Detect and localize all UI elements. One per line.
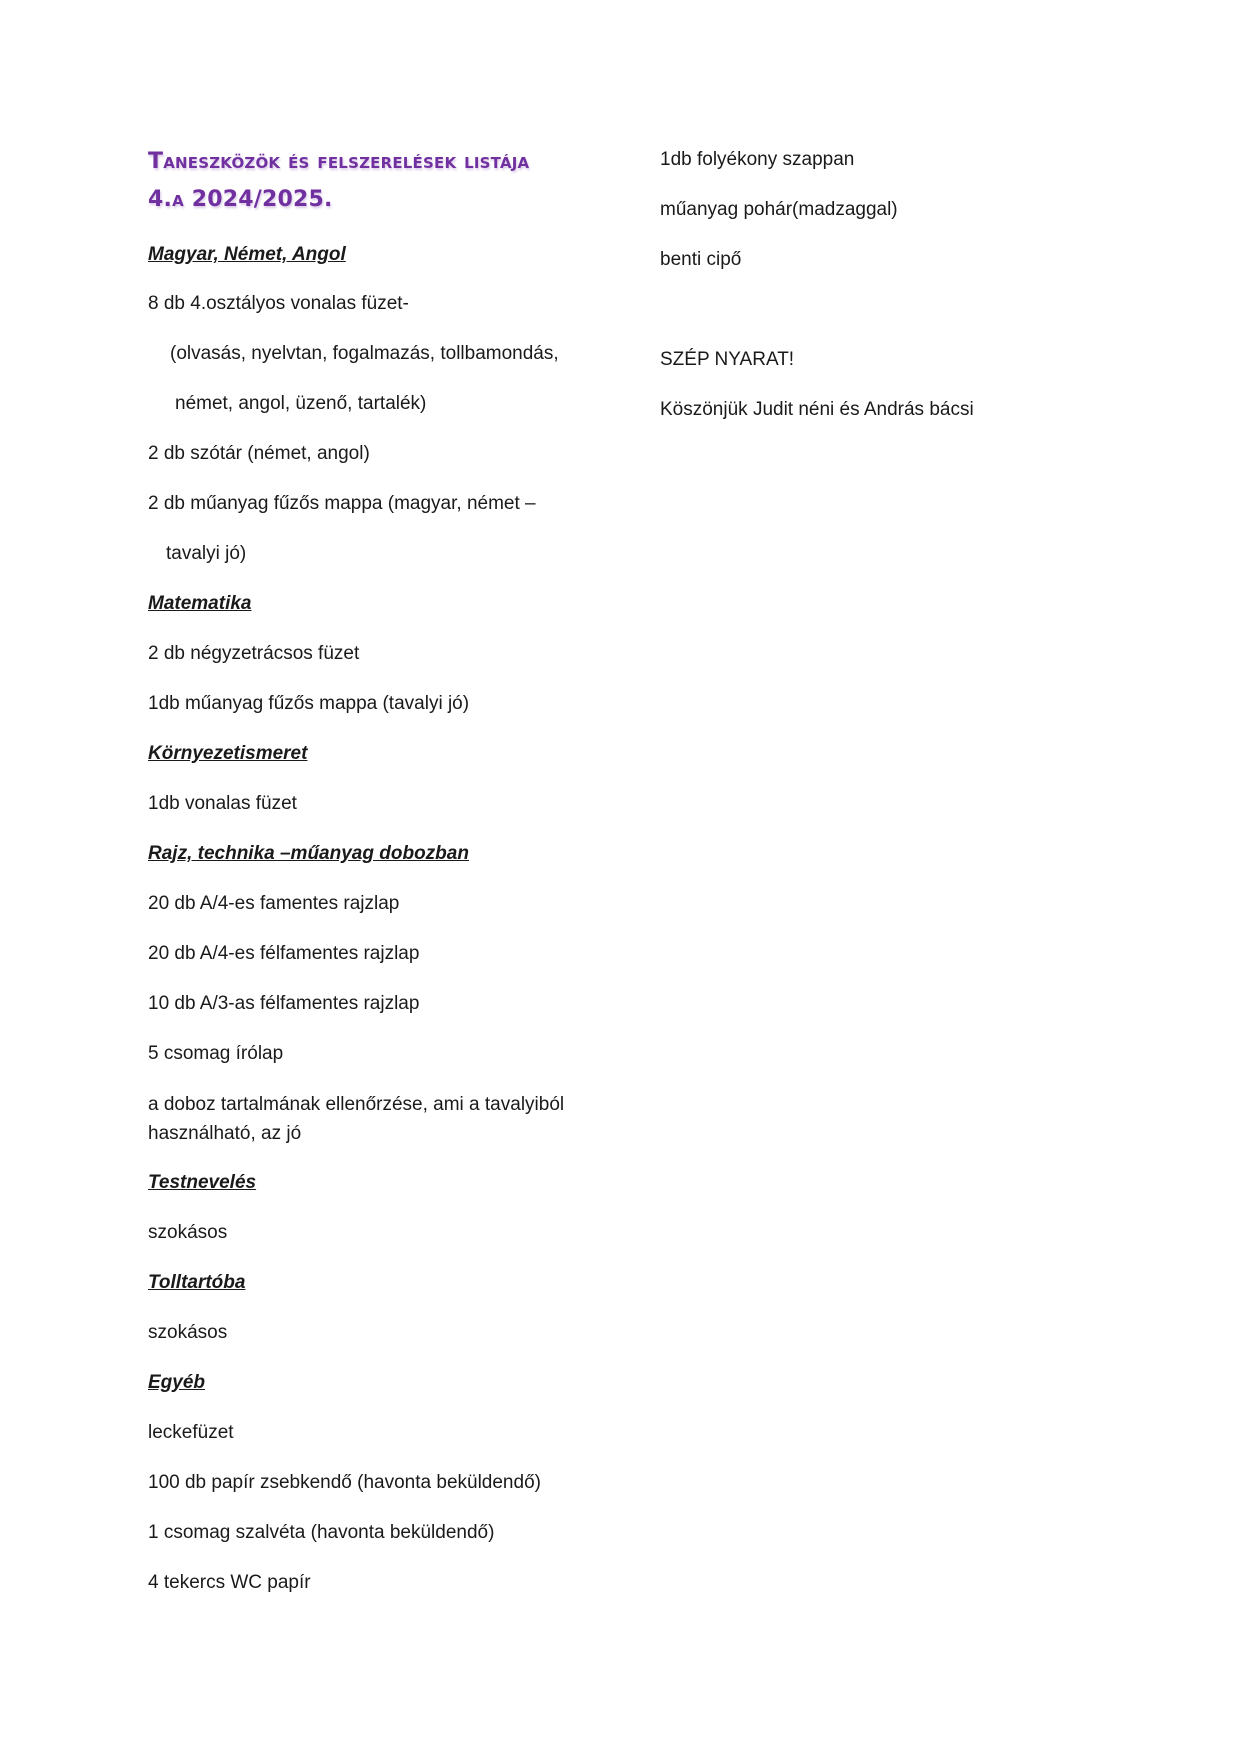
list-item: 5 csomag írólap xyxy=(148,1043,284,1064)
list-item: 1db folyékony szappan xyxy=(660,149,855,170)
list-item: 1db műanyag fűzős mappa (tavalyi jó) xyxy=(148,693,470,714)
section-heading-kornyezetismeret: Környezetismeret xyxy=(148,743,308,764)
section-heading-testneveles: Testnevelés xyxy=(148,1172,257,1193)
section-heading-tolltarto: Tolltartóba xyxy=(148,1272,246,1293)
section-heading-magyar: Magyar, Német, Angol xyxy=(148,244,346,265)
list-item: (olvasás, nyelvtan, fogalmazás, tollbamondás, xyxy=(170,343,559,364)
list-item: 4 tekercs WC papír xyxy=(148,1572,311,1593)
list-item: 10 db A/3-as félfamentes rajzlap xyxy=(148,993,420,1014)
list-item: a doboz tartalmának ellenőrzése, ami a tavalyiból használható, az jó xyxy=(148,1094,565,1144)
list-item: műanyag pohár(madzaggal) xyxy=(660,199,898,220)
list-item: 8 db 4.osztályos vonalas füzet- xyxy=(148,293,409,314)
section-heading-matematika: Matematika xyxy=(148,593,252,614)
list-item: leckefüzet xyxy=(148,1422,234,1443)
document-title: Taneszközök és felszerelések listája xyxy=(148,149,530,174)
list-item: 1 csomag szalvéta (havonta beküldendő) xyxy=(148,1522,495,1543)
list-item: 2 db műanyag fűzős mappa (magyar, német – xyxy=(148,493,536,514)
list-item: szokásos xyxy=(148,1222,228,1243)
list-item: tavalyi jó) xyxy=(166,543,247,564)
section-heading-rajz: Rajz, technika –műanyag dobozban xyxy=(148,843,469,864)
list-item: német, angol, üzenő, tartalék) xyxy=(175,393,427,414)
list-item: 2 db szótár (német, angol) xyxy=(148,443,370,464)
list-item: 20 db A/4-es famentes rajzlap xyxy=(148,893,400,914)
signature-line: Köszönjük Judit néni és András bácsi xyxy=(660,399,974,420)
list-item: 20 db A/4-es félfamentes rajzlap xyxy=(148,943,420,964)
list-item: 1db vonalas füzet xyxy=(148,793,297,814)
list-item: szokásos xyxy=(148,1322,228,1343)
document-subtitle: 4.a 2024/2025. xyxy=(148,187,333,212)
closing-greeting: SZÉP NYARAT! xyxy=(660,349,795,370)
section-heading-egyeb: Egyéb xyxy=(148,1372,206,1393)
list-item: 100 db papír zsebkendő (havonta beküldendő) xyxy=(148,1472,541,1493)
list-item: 2 db négyzetrácsos füzet xyxy=(148,643,360,664)
list-item: benti cipő xyxy=(660,249,742,270)
